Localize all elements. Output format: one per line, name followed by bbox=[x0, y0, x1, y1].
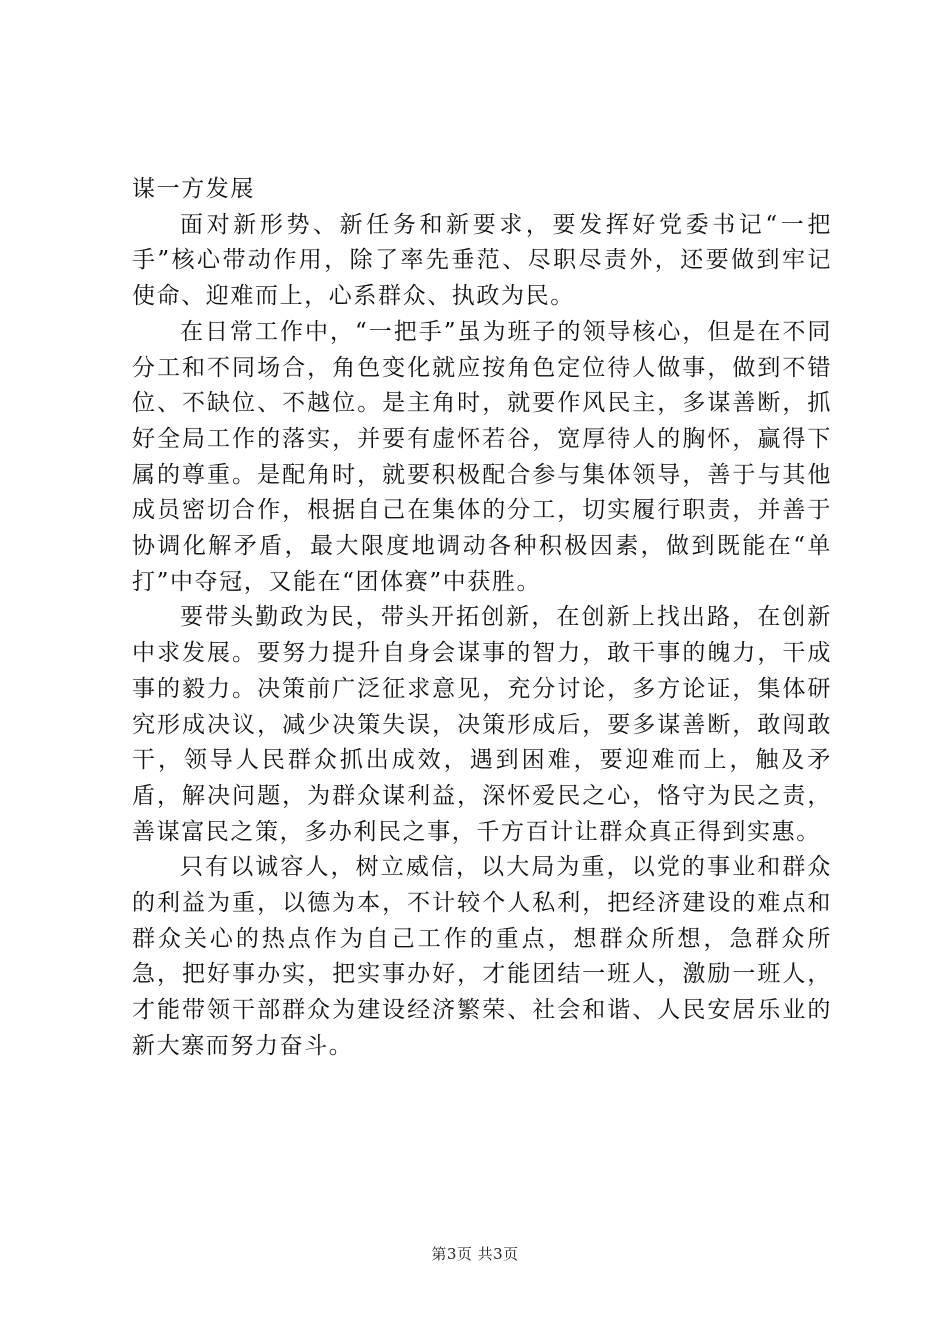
paragraph-4: 只有以诚容人，树立威信，以大局为重，以党的事业和群众的利益为重，以德为本，不计较个人私利，把经济建设的难点和群众关心的热点作为自己工作的重点，想群众所想，急群众所急，把好事办实，把实事办好，才能团结一班人，激励一班人，才能带领干部群众为建设经济繁荣、社会和谐、人民安居乐业的新大寨而努力奋斗。 bbox=[132, 854, 832, 1059]
paragraph-1: 面对新形势、新任务和新要求，要发挥好党委书记“一把手”核心带动作用，除了率先垂范、尽职尽责外，还要做到牢记使命、迎难而上，心系群众、执政为民。 bbox=[132, 211, 832, 310]
paragraph-3: 要带头勤政为民，带头开拓创新，在创新上找出路，在创新中求发展。要努力提升自身会谋事的智力，敢干事的魄力，干成事的毅力。决策前广泛征求意见，充分讨论，多方论证，集体研究形成决议，减少决策失误，决策形成后，要多谋善断，敢闯敢干，领导人民群众抓出成效，遇到困难，要迎难而上，触及矛盾，解决问题，为群众谋利益，深怀爱民之心，恪守为民之责，善谋富民之策，多办利民之事，千方百计让群众真正得到实惠。 bbox=[132, 604, 832, 845]
page-footer: 第3页 共3页 bbox=[431, 1245, 519, 1263]
document-body bbox=[132, 172, 832, 1065]
lead-line: 谋一方发展 bbox=[132, 176, 255, 202]
paragraph-2: 在日常工作中，“一把手”虽为班子的领导核心，但是在不同分工和不同场合，角色变化就应按角色定位待人做事，做到不错位、不缺位、不越位。是主角时，就要作风民主，多谋善断，抓好全局工作的落实，并要有虚怀若谷，宽厚待人的胸怀，赢得下属的尊重。是配角时，就要积极配合参与集体领导，善于与其他成员密切合作，根据自己在集体的分工，切实履行职责，并善于协调化解矛盾，最大限度地调动各种积极因素，做到既能在“单打”中夺冠，又能在“团体赛”中获胜。 bbox=[132, 318, 832, 595]
